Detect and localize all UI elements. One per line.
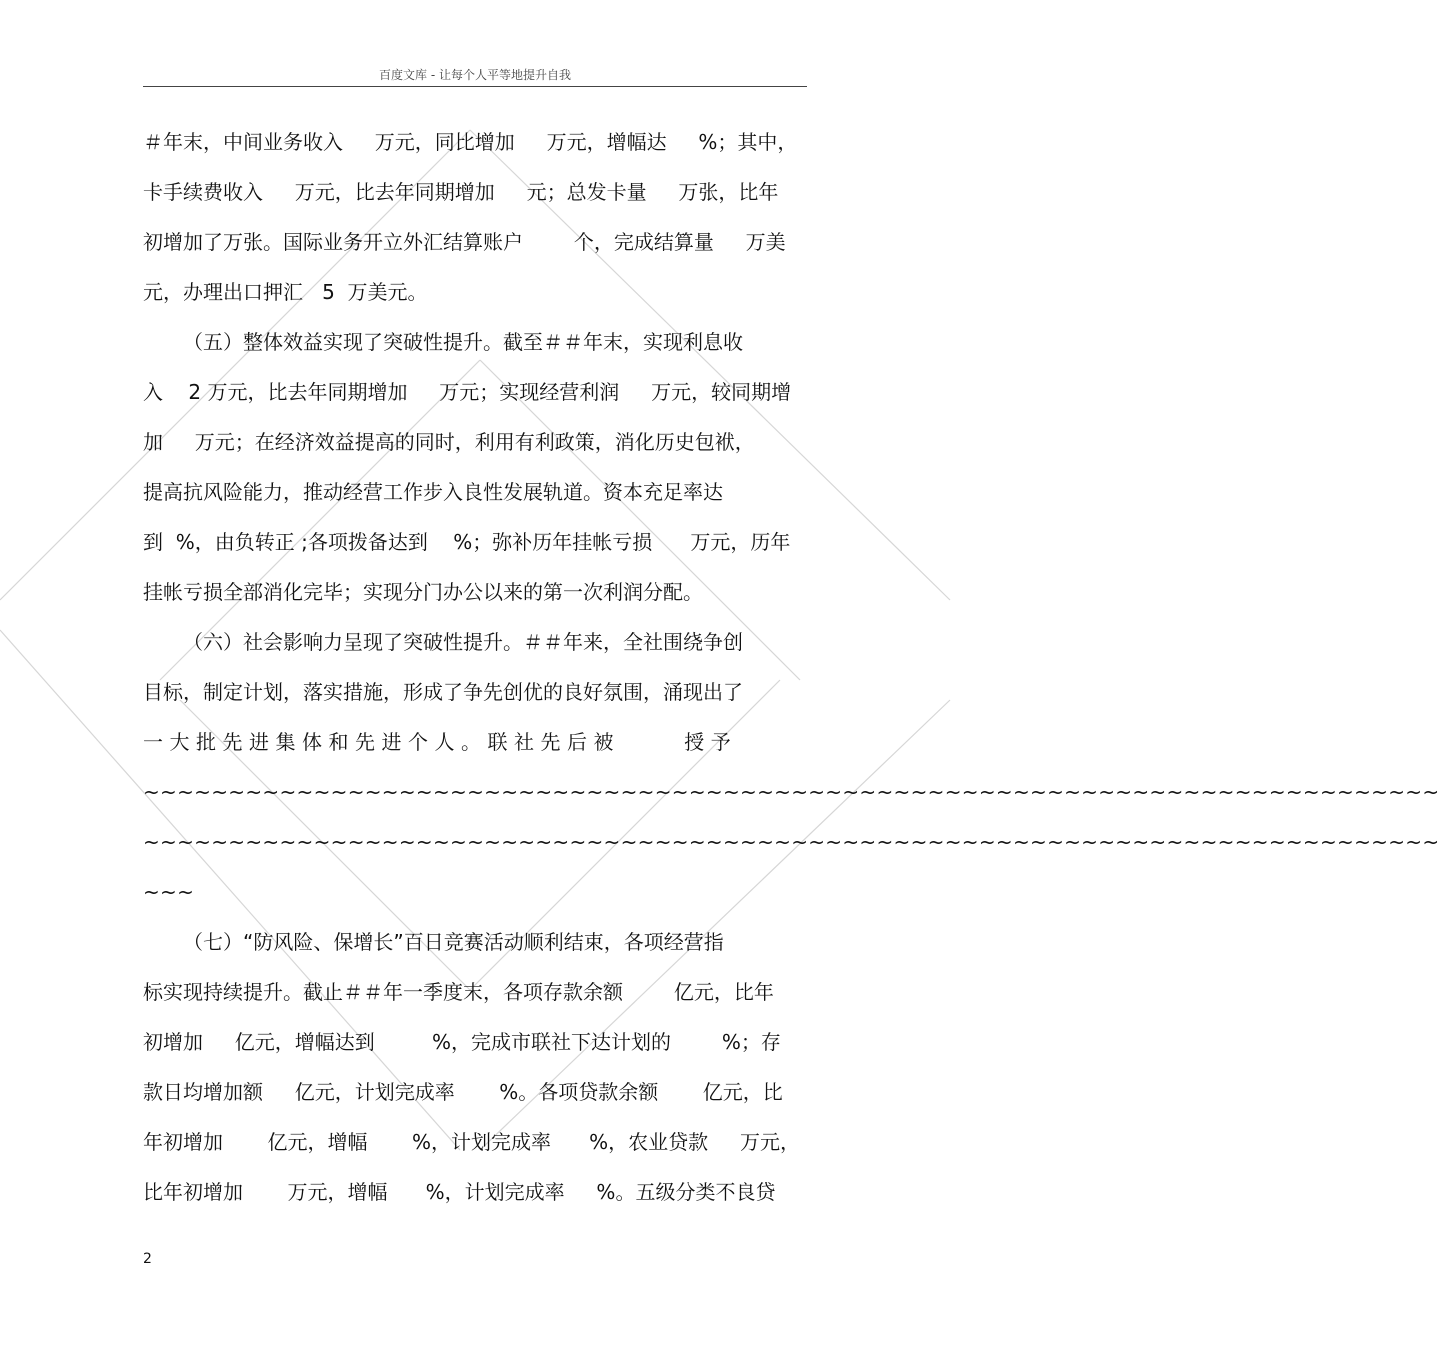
header-divider bbox=[143, 86, 807, 87]
paragraph-heading-6: （六）社会影响力呈现了突破性提升。＃＃年来，全社围绕争创 bbox=[183, 630, 743, 654]
text-line: 目标，制定计划，落实措施，形成了争先创优的良好氛围，涌现出了 bbox=[143, 680, 743, 704]
text-line: 到 %，由负转正 ;各项拨备达到 %；弥补历年挂帐亏损 万元，历年 bbox=[143, 530, 791, 554]
document-body bbox=[143, 117, 1439, 1217]
page-header: 百度文库 - 让每个人平等地提升自我 bbox=[379, 68, 571, 82]
text-line: 挂帐亏损全部消化完毕；实现分门办公以来的第一次利润分配。 bbox=[143, 580, 703, 604]
text-line: 年初增加 亿元，增幅 %，计划完成率 %，农业贷款 万元， bbox=[143, 1130, 800, 1154]
text-line: 款日均增加额 亿元，计划完成率 %。各项贷款余额 亿元，比 bbox=[143, 1080, 783, 1104]
text-line: 一大批先进集体和先进个人。联社先后被 授予 bbox=[143, 730, 738, 754]
text-line: 初增加了万张。国际业务开立外汇结算账户 个，完成结算量 万美 bbox=[143, 230, 786, 254]
text-line: 提高抗风险能力，推动经营工作步入良性发展轨道。资本充足率达 bbox=[143, 480, 723, 504]
text-line: 标实现持续提升。截止＃＃年一季度末，各项存款余额 亿元，比年 bbox=[143, 980, 774, 1004]
text-line: 比年初增加 万元，增幅 %，计划完成率 %。五级分类不良贷 bbox=[143, 1180, 776, 1204]
text-line: 元，办理出口押汇 5 万美元。 bbox=[143, 280, 428, 304]
text-line: 初增加 亿元，增幅达到 %，完成市联社下达计划的 %；存 bbox=[143, 1030, 781, 1054]
paragraph-heading-7: （七）“防风险、保增长”百日竞赛活动顺利结束，各项经营指 bbox=[183, 930, 724, 954]
paragraph-heading-5: （五）整体效益实现了突破性提升。截至＃＃年末，实现利息收 bbox=[183, 330, 743, 354]
text-line: ＃年末，中间业务收入 万元，同比增加 万元，增幅达 %；其中， bbox=[143, 130, 798, 154]
tilde-line: ~~~ bbox=[143, 880, 195, 904]
tilde-line: ~~~~~~~~~~~~~~~~~~~~~~~~~~~~~~~~~~~~~~~~~~~~~~~~~~~~~~~~~~~~~~~~~~~~~~~~~~~~ bbox=[143, 780, 1439, 804]
page-number: 2 bbox=[143, 1251, 152, 1267]
tilde-line: ~~~~~~~~~~~~~~~~~~~~~~~~~~~~~~~~~~~~~~~~~~~~~~~~~~~~~~~~~~~~~~~~~~~~~~~~~~~~ bbox=[143, 830, 1439, 854]
text-line: 加 万元；在经济效益提高的同时，利用有利政策，消化历史包袱， bbox=[143, 430, 755, 454]
text-line: 卡手续费收入 万元，比去年同期增加 元；总发卡量 万张，比年 bbox=[143, 180, 779, 204]
text-line: 入 2 万元，比去年同期增加 万元；实现经营利润 万元，较同期增 bbox=[143, 380, 792, 404]
